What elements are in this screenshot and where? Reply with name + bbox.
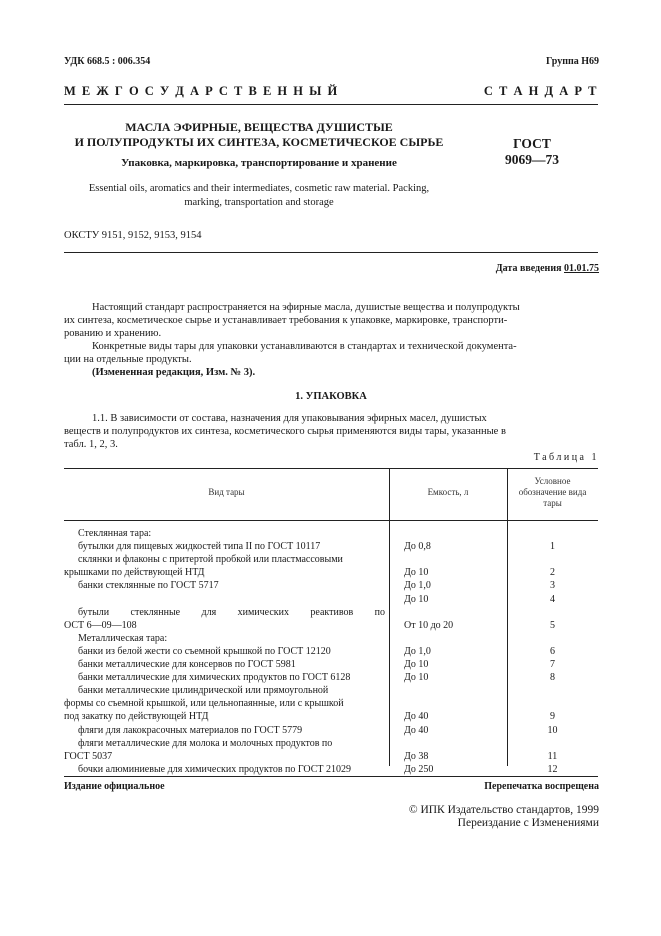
table-cell-code: 1 [550, 541, 555, 553]
paragraph-line: веществ и полупродуктов их синтеза, косметического сырья применяются виды тары, указанные в [64, 426, 506, 437]
table-cell-capacity: До 10 [404, 659, 429, 670]
table-cell-type: формы со съемной крышкой, или цельнопаянные, или с крышкой [64, 698, 344, 710]
paragraph-line: рованию и хранению. [64, 328, 162, 339]
table-cell-type: банки металлические для консервов по ГОСТ 5981 [78, 659, 296, 670]
table-cell-capacity: От 10 до 20 [404, 619, 454, 631]
table-cell-type: бочки алюминиевые для химических продуктов по ГОСТ 21029 [78, 763, 352, 775]
official-edition: Издание официальное [64, 781, 165, 792]
header-capacity: Емкость, л [427, 487, 469, 497]
table-cell-code: 11 [547, 750, 558, 762]
document-subtitle: Упаковка, маркировка, транспортирование и хранение [121, 157, 397, 169]
footer-rule [64, 776, 598, 777]
intro-date-label: Дата введения [495, 263, 562, 274]
english-title-line-1: Essential oils, aromatics and their intermediates, cosmetic raw material. Packing, [88, 183, 430, 194]
paragraph-line: Конкретные виды тары для упаковки устанавливаются в стандартах и технической документа- [92, 341, 517, 352]
table-cell-code: 4 [550, 593, 555, 605]
gost-designation [500, 136, 564, 168]
table-cell-code: 5 [550, 619, 555, 631]
table-cell-capacity: До 10 [404, 672, 429, 684]
table-cell-type: банки металлические цилиндрической или прямоугольной [78, 685, 329, 697]
document-title [64, 120, 454, 150]
table-cell-type: банки металлические для химических продуктов по ГОСТ 6128 [78, 672, 351, 684]
table-cell-capacity: До 40 [404, 724, 429, 736]
table-cell-type: банки из белой жести со съемной крышкой по ГОСТ 12120 [78, 645, 331, 657]
copyright-block [409, 804, 599, 830]
table-cell-type: склянки и флаконы с притертой пробкой или пластмассовыми [78, 554, 343, 566]
gost-number: 9069—73 [505, 152, 559, 167]
table-cell-type: бутыли стеклянные для химических реактивов по [78, 606, 385, 618]
header-code-line: обозначение вида [518, 487, 587, 497]
table-cell-type: Металлическая тара: [78, 632, 168, 644]
paragraph-line: табл. 1, 2, 3. [64, 439, 118, 450]
title-line-2: И ПОЛУПРОДУКТЫ ИХ СИНТЕЗА, КОСМЕТИЧЕСКОЕ СЫРЬЕ [74, 135, 444, 149]
table-caption: Таблица 1 [533, 452, 599, 463]
paragraph-line: их синтеза, косметическое сырье и устанавливает требования к упаковке, маркировке, транспорти- [64, 315, 508, 326]
header-bottom-rule [64, 252, 598, 253]
table-cell-code: 8 [550, 672, 555, 684]
english-title-line-2: marking, transportation and storage [184, 197, 334, 208]
banner-word-standard: С Т А Н Д А Р Т [483, 84, 598, 98]
copyright-line: © ИПК Издательство стандартов, 1999 [408, 804, 599, 816]
introduction-date [496, 263, 599, 274]
paragraph-containers [64, 340, 598, 366]
table-cell-capacity: До 0,8 [404, 541, 431, 553]
table-column-divider [389, 468, 390, 766]
table-top-rule [64, 468, 598, 469]
table-cell-capacity: До 10 [404, 567, 429, 579]
table-cell-code: 7 [550, 659, 555, 670]
table-cell-type: бутылки для пищевых жидкостей типа II по ГОСТ 10117 [78, 541, 321, 553]
table-cell-type: банки стеклянные по ГОСТ 5717 [78, 580, 219, 592]
amendment-note: (Измененная редакция, Изм. № 3). [92, 367, 256, 378]
gost-label: ГОСТ [513, 136, 551, 151]
table-cell-type: под закатку по действующей НТД [64, 711, 209, 723]
table-cell-capacity: До 1,0 [404, 645, 431, 657]
paragraph-1-1 [64, 412, 598, 451]
table-header-rule [64, 520, 598, 521]
paragraph-line: ции на отдельные продукты. [64, 354, 192, 365]
paragraph-scope [64, 301, 598, 340]
header-code [507, 476, 598, 509]
banner-word-interstate: М Е Ж Г О С У Д А Р С Т В Е Н Н Ы Й [64, 84, 339, 98]
table-cell-capacity: До 38 [404, 750, 429, 762]
header-container-type: Вид тары [208, 487, 245, 497]
table-cell-code: 6 [550, 645, 555, 657]
table-cell-type: Стеклянная тара: [78, 528, 152, 539]
standard-banner [64, 84, 598, 99]
table-cell-code: 10 [547, 724, 558, 736]
table-cell-code: 2 [550, 567, 555, 579]
group-code: Группа Н69 [546, 56, 599, 67]
paragraph-line: Настоящий стандарт распространяется на эфирные масла, душистые вещества и полупродукты [92, 302, 520, 313]
reissue-line: Переиздание с Изменениями [457, 817, 599, 829]
oksty-codes: ОКСТУ 9151, 9152, 9153, 9154 [64, 230, 202, 241]
table-cell-type: ОСТ 6—09—108 [64, 619, 137, 631]
table-cell-capacity: До 1,0 [404, 580, 431, 592]
english-title [64, 182, 454, 210]
header-code-line: Условное [534, 476, 571, 486]
table-cell-capacity: До 40 [404, 711, 429, 723]
table-cell-code: 12 [547, 763, 558, 775]
reprint-prohibited: Перепечатка воспрещена [484, 781, 599, 792]
table-cell-type: фляги металлические для молока и молочных продуктов по [78, 737, 333, 749]
intro-date-value: 01.01.75 [564, 263, 599, 274]
section-heading: 1. УПАКОВКА [295, 391, 367, 402]
table-cell-code: 3 [550, 580, 555, 592]
udk-code: УДК 668.5 : 006.354 [64, 56, 151, 67]
banner-rule [64, 104, 598, 105]
paragraph-line: 1.1. В зависимости от состава, назначения для упаковывания эфирных масел, душистых [92, 413, 487, 424]
header-code-line: тары [543, 498, 562, 508]
table-cell-code: 9 [550, 711, 555, 723]
table-cell-type: крышками по действующей НТД [64, 567, 205, 579]
title-line-1: МАСЛА ЭФИРНЫЕ, ВЕЩЕСТВА ДУШИСТЫЕ [125, 120, 393, 134]
table-cell-type: ГОСТ 5037 [64, 750, 113, 762]
table-cell-type: фляги для лакокрасочных материалов по ГОСТ 5779 [78, 724, 303, 736]
table-cell-capacity: До 250 [404, 763, 434, 775]
table-cell-capacity: До 10 [404, 593, 429, 605]
